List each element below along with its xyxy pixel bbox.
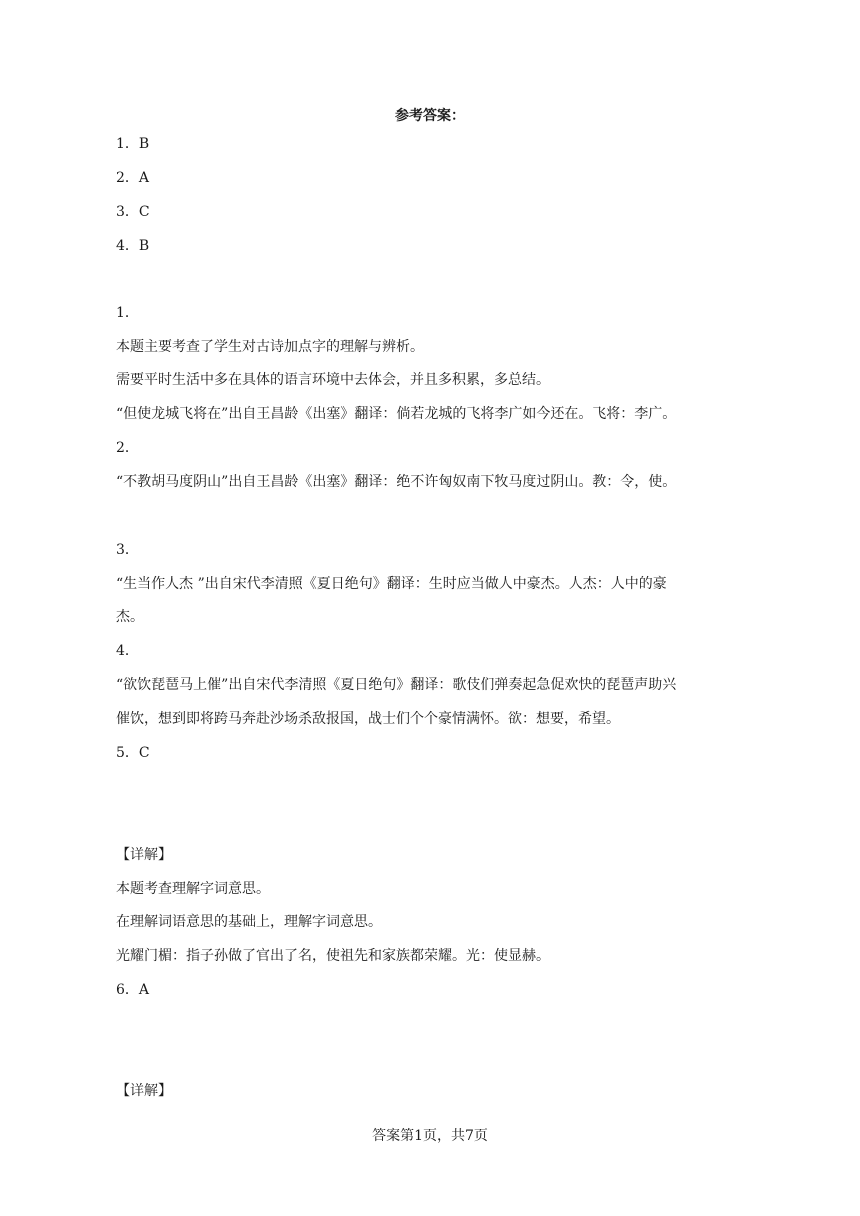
explanation-3-line: 杰。 <box>116 609 144 625</box>
explanation-2-line: “不教胡马度阴山”出自王昌龄《出塞》翻译：绝不许匈奴南下牧马度过阴山。教：令，使。 <box>116 474 677 490</box>
explanation-1-number: 1． <box>116 305 139 321</box>
explanation-1-line: 本题主要考查了学生对古诗加点字的理解与辨析。 <box>116 339 424 355</box>
explanation-3-line: “生当作人杰 ”出自宋代李清照《夏日绝句》翻译：生时应当做人中豪杰。人杰：人中的豪 <box>116 576 667 592</box>
page-footer: 答案第1页，共7页 <box>372 1128 488 1144</box>
explanation-2-number: 2． <box>116 440 139 456</box>
explanation-1-line: “但使龙城飞将在”出自王昌龄《出塞》翻译：倘若龙城的飞将李广如今还在。飞将：李广。 <box>116 406 677 422</box>
explanation-4-line: 催饮，想到即将跨马奔赴沙场杀敌报国，战士们个个豪情满怀。欲：想要，希望。 <box>116 711 620 727</box>
detail-line: 本题考查理解字词意思。 <box>116 881 270 897</box>
explanation-4-number: 4． <box>116 643 139 659</box>
detail-line: 在理解词语意思的基础上，理解字词意思。 <box>116 914 382 930</box>
answer-3: 3．C <box>116 204 150 220</box>
explanation-4-line: “欲饮琵琶马上催”出自宋代李清照《夏日绝句》翻译：歌伎们弹奏起急促欢快的琵琶声助兴 <box>116 677 677 693</box>
detail-heading: 【详解】 <box>116 847 172 863</box>
detail-line: 光耀门楣：指子孙做了官出了名，使祖先和家族都荣耀。光：使显赫。 <box>116 948 550 964</box>
detail-heading: 【详解】 <box>116 1083 172 1099</box>
explanation-1-line: 需要平时生活中多在具体的语言环境中去体会，并且多积累，多总结。 <box>116 372 550 388</box>
answer-2: 2．A <box>116 170 150 186</box>
answer-4: 4．B <box>116 238 150 254</box>
answer-1: 1．B <box>116 136 150 152</box>
answer-6: 6．A <box>116 982 150 998</box>
answer-5: 5．C <box>116 745 150 761</box>
page-title: 参考答案： <box>395 108 465 124</box>
explanation-3-number: 3． <box>116 542 139 558</box>
